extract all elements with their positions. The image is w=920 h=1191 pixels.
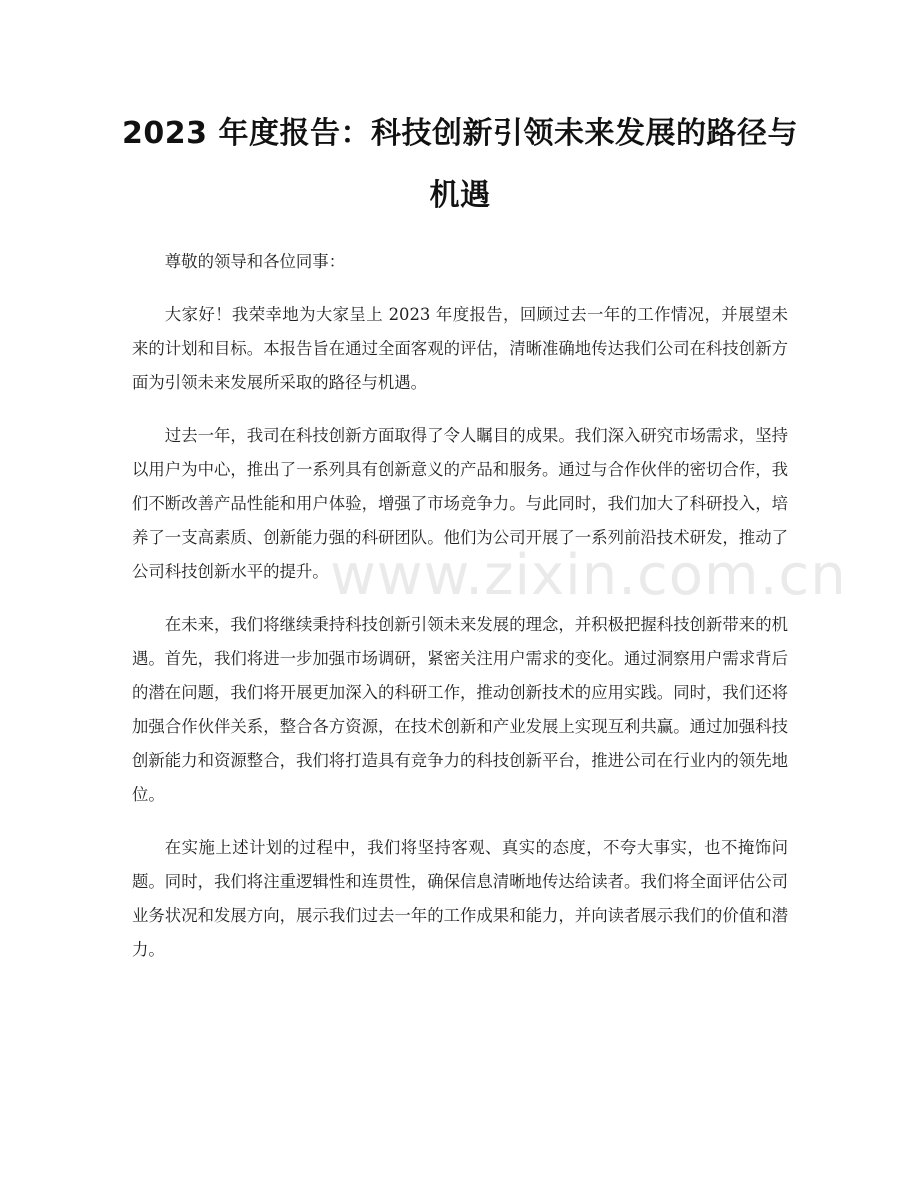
salutation: 尊敬的领导和各位同事： [164, 252, 346, 271]
page-title: 2023 年度报告：科技创新引领未来发展的路径与机遇 [122, 116, 798, 213]
document-body [132, 245, 788, 986]
paragraph-implementation: 在实施上述计划的过程中，我们将坚持客观、真实的态度，不夸大事实，也不掩饰问题。同时，我们将注重逻辑性和连贯性，确保信息清晰地传达给读者。我们将全面评估公司业务状况和发展方向，展示我们过去一年的工作成果和能力，并向读者展示我们的价值和潜力。 [132, 838, 788, 959]
paragraph-past-year: 过去一年，我司在科技创新方面取得了令人瞩目的成果。我们深入研究市场需求，坚持以用户为中心，推出了一系列具有创新意义的产品和服务。通过与合作伙伴的密切合作，我们不断改善产品性能和用户体验，增强了市场竞争力。与此同时，我们加大了科研投入，培养了一支高素质、创新能力强的科研团队。他们为公司开展了一系列前沿技术研发，推动了公司科技创新水平的提升。 [132, 426, 788, 581]
paragraph-intro: 大家好！我荣幸地为大家呈上 2023 年度报告，回顾过去一年的工作情况，并展望未来的计划和目标。本报告旨在通过全面客观的评估，清晰准确地传达我们公司在科技创新方面为引领未来发展所采取的路径与机遇。 [132, 305, 788, 392]
paragraph-future: 在未来，我们将继续秉持科技创新引领未来发展的理念，并积极把握科技创新带来的机遇。首先，我们将进一步加强市场调研，紧密关注用户需求的变化。通过洞察用户需求背后的潜在问题，我们将开展更加深入的科研工作，推动创新技术的应用实践。同时，我们还将加强合作伙伴关系，整合各方资源，在技术创新和产业发展上实现互利共赢。通过加强科技创新能力和资源整合，我们将打造具有竞争力的科技创新平台，推进公司在行业内的领先地位。 [132, 615, 788, 804]
watermark: www.zixin.com.cn [330, 543, 847, 608]
